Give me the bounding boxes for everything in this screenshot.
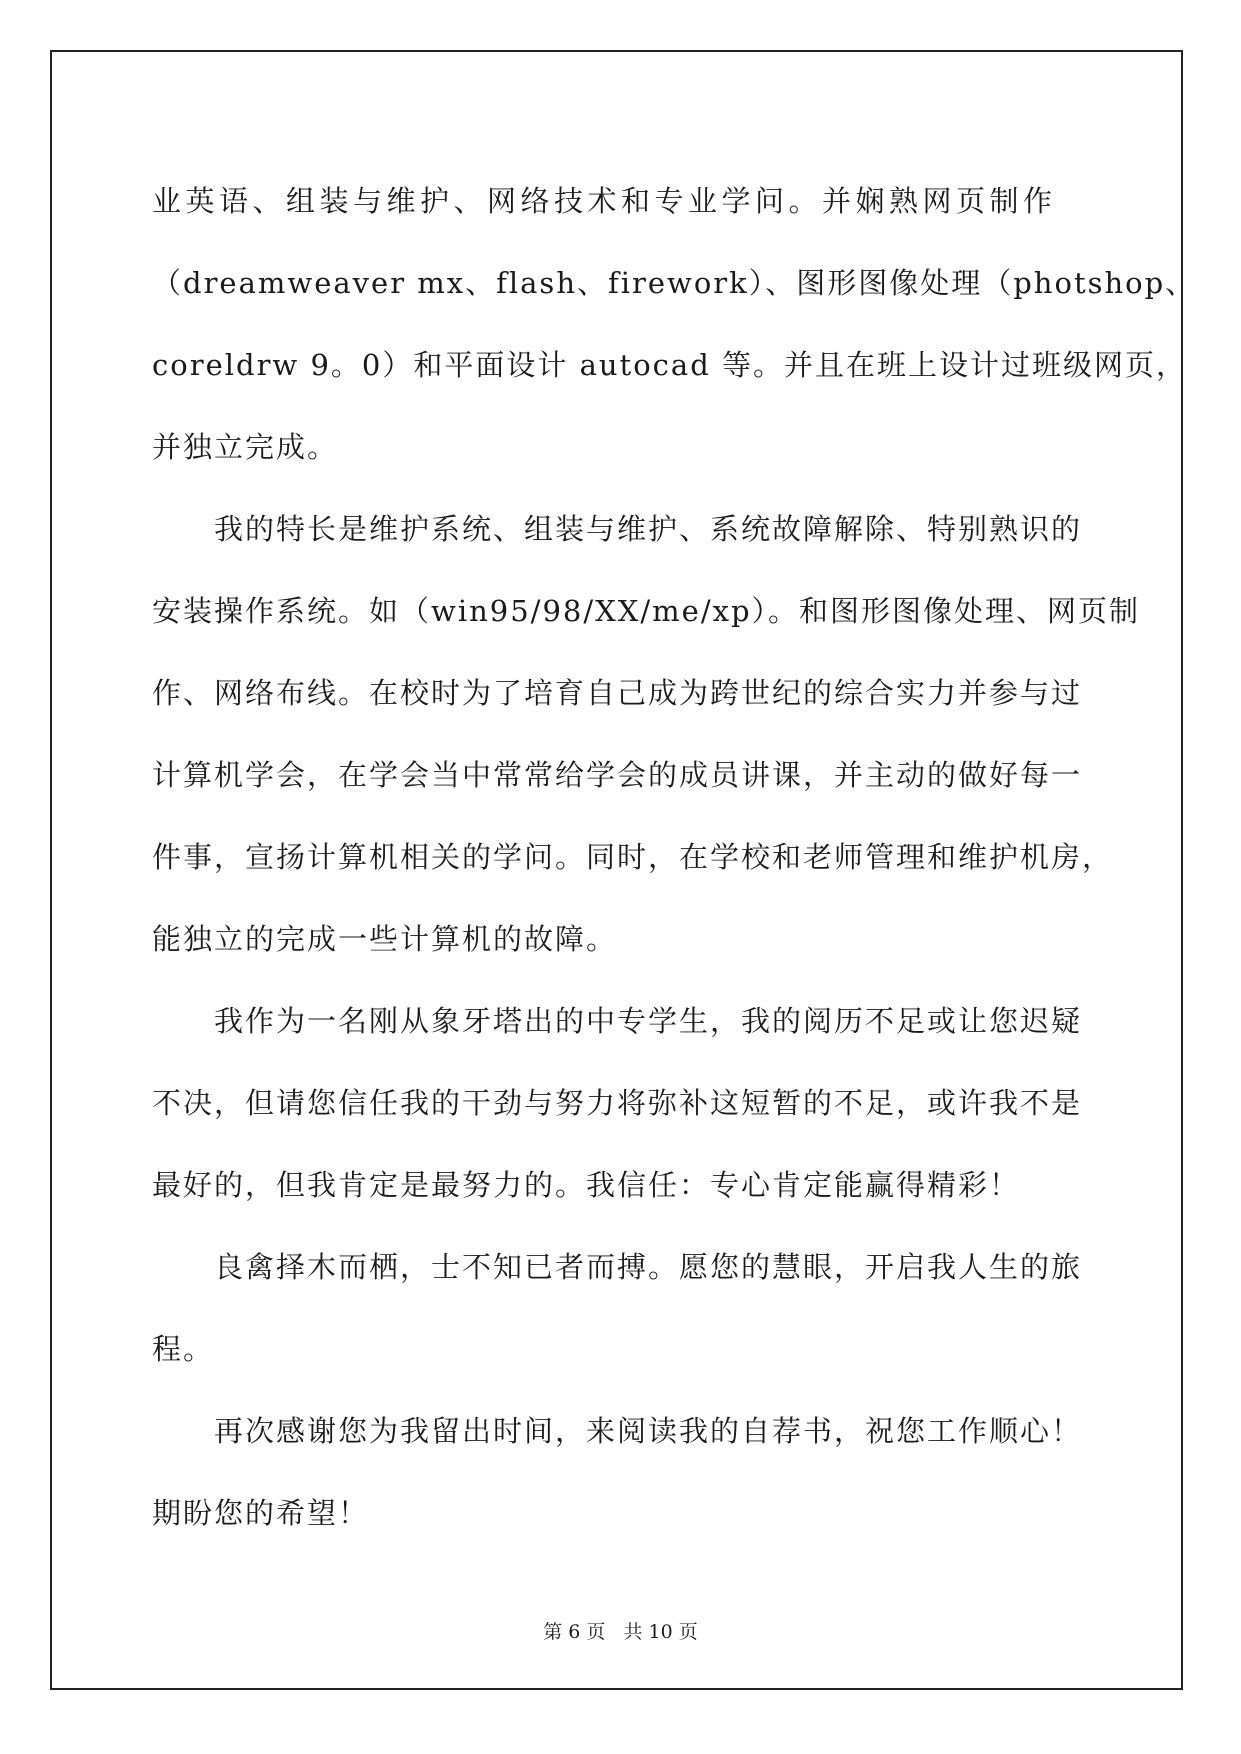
text-line: 最好的，但我肯定是最努力的。我信任：专心肯定能赢得精彩！ <box>152 1168 1021 1202</box>
paragraph-specialties <box>152 488 1141 980</box>
text-line: 安装操作系统。如（win95/98/XX/me/xp）。和图形图像处理、网页制 <box>152 594 1141 628</box>
text-line: 业英语、组装与维护、网络技术和专业学问。并娴熟网页制作 <box>152 184 1057 218</box>
text-line: （dreamweaver mx、flash、firework）、图形图像处理（photshop、 <box>152 266 1197 300</box>
text-line: 良禽择木而栖，士不知已者而搏。愿您的慧眼，开启我人生的旅 <box>214 1250 1083 1284</box>
text-line: 再次感谢您为我留出时间，来阅读我的自荐书，祝您工作顺心！ <box>214 1414 1083 1448</box>
text-line: 期盼您的希望！ <box>152 1496 370 1530</box>
text-line: coreldrw 9。0）和平面设计 autocad 等。并且在班上设计过班级网页， <box>152 348 1187 382</box>
paragraph-closing <box>152 1390 1092 1554</box>
text-line: 作、网络布线。在校时为了培育自己成为跨世纪的综合实力并参与过 <box>152 676 1083 710</box>
paragraph-experience <box>152 980 1092 1226</box>
text-line: 计算机学会，在学会当中常常给学会的成员讲课，并主动的做好每一 <box>152 758 1083 792</box>
paragraph-skills <box>152 160 1197 488</box>
text-line: 件事，宣扬计算机相关的学问。同时，在学校和老师管理和维护机房， <box>152 840 1114 874</box>
page-number-footer: 第 6 页 共 10 页 <box>543 1621 698 1643</box>
text-line: 我作为一名刚从象牙塔出的中专学生，我的阅历不足或让您迟疑 <box>214 1004 1083 1038</box>
text-line: 能独立的完成一些计算机的故障。 <box>152 922 618 956</box>
text-line: 程。 <box>152 1332 215 1366</box>
paragraph-proverb <box>152 1226 1092 1390</box>
text-line: 我的特长是维护系统、组装与维护、系统故障解除、特别熟识的 <box>214 512 1083 546</box>
text-line: 不决，但请您信任我的干劲与努力将弥补这短暂的不足，或许我不是 <box>152 1086 1083 1120</box>
text-line: 并独立完成。 <box>152 430 339 464</box>
document-body <box>152 160 1197 1554</box>
